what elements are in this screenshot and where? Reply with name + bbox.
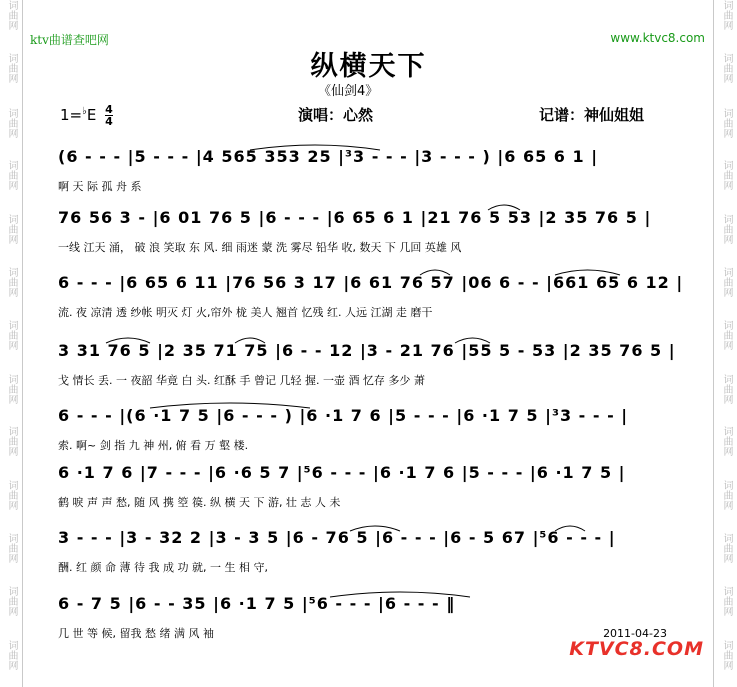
side-watermark-text: 词曲网 (721, 108, 732, 138)
side-watermark-text: 词曲网 (721, 586, 732, 616)
side-watermark-text: 词曲网 (6, 320, 17, 350)
side-watermark-text: 词曲网 (6, 267, 17, 297)
slur-arc (555, 270, 620, 275)
song-subtitle: 《仙剑4》 (318, 84, 379, 99)
slur-arc (330, 592, 470, 597)
side-watermark-text: 词曲网 (721, 640, 732, 670)
notation-line: 6 - - - |6 65 6 11 |76 56 3 17 |6 61 76 57 |06 6 - - |661 65 6 12 | (58, 273, 684, 292)
side-watermark-text: 词曲网 (721, 320, 732, 350)
side-watermark-text: 词曲网 (6, 214, 17, 244)
time-bottom: 4 (105, 115, 113, 128)
side-watermark-text: 词曲网 (721, 374, 732, 404)
side-watermark-text: 词曲网 (6, 426, 17, 456)
slur-arc (420, 270, 450, 275)
site-url-right: www.ktvc8.com (610, 31, 705, 45)
side-watermark-text: 词曲网 (6, 0, 17, 30)
lyrics-line: 一线 江天 涌， 破 浪 笑取 东 风. 细 雨迷 蒙 洗 雾尽 铅华 收, 数天 下 几回 英雄 风 (58, 241, 462, 254)
notation-line: 3 31 76 5 |2 35 71 75 |6 - - 12 |3 - 21 76 |55 5 - 53 |2 35 76 5 | (58, 341, 676, 360)
lyrics-line: 鹤 唳 声 声 愁, 随 风 携 箜 篌. 纵 横 天 下 游, 壮 志 人 未 (58, 496, 341, 509)
notation-line: 3 - - - |3 - 32 2 |3 - 3 5 |6 - 76 5 |6 - - - |6 - 5 67 |⁵6 - - - | (58, 528, 616, 547)
side-watermark-text: 词曲网 (6, 53, 17, 83)
side-watermark-text: 词曲网 (6, 108, 17, 138)
key-note: E (86, 106, 97, 124)
slur-arc (350, 526, 400, 531)
singer-credit: 演唱：心然 (298, 106, 374, 124)
slur-arc (106, 338, 150, 343)
lyrics-line: 几 世 等 候, 留我 愁 绪 满 风 袖 (58, 627, 214, 640)
lyrics-line: 戈 情长 丢. 一 夜韶 华竟 白 头. 红酥 手 曾记 几轻 握. 一壶 酒 忆存 多少 萧 (58, 374, 425, 387)
flat-sign: ♭ (82, 106, 87, 117)
time-top: 4 (105, 103, 113, 116)
side-watermark-text: 词曲网 (721, 426, 732, 456)
slur-arc (488, 205, 520, 210)
notation-line: 76 56 3 - |6 01 76 5 |6 - - - |6 65 6 1 |21 76 5 53 |2 35 76 5 | (58, 208, 652, 227)
side-watermark-text: 词曲网 (721, 267, 732, 297)
side-watermark-text: 词曲网 (6, 533, 17, 563)
notation-line: 6 - 7 5 |6 - - 35 |6 ·1 7 5 |⁵6 - - - |6 - - - ‖ (58, 594, 456, 613)
notation-line: 6 ·1 7 6 |7 - - - |6 ·6 5 7 |⁵6 - - - |6 ·1 7 6 |5 - - - |6 ·1 7 5 | (58, 463, 626, 482)
lyrics-line: 索. 啊~ 剑 指 九 神 州, 俯 看 万 壑 楼. (58, 439, 249, 452)
lyrics-line: 啊 天 际 孤 舟 系 (58, 180, 142, 193)
lyrics-line: 流. 夜 凉清 透 纱帐 明灭 灯 火,帘外 栊 美人 翘首 忆残 红. 人远 江湖 走 磨干 (58, 306, 433, 319)
notation-line: 6 - - - |(6 ·1 7 5 |6 - - - ) |6 ·1 7 6 |5 - - - |6 ·1 7 5 |³3 - - - | (58, 406, 629, 425)
slur-arc (455, 338, 490, 343)
date-stamp: 2011-04-23 (603, 627, 667, 640)
side-watermark-text: 词曲网 (6, 586, 17, 616)
brand-logo: KTVC8.COM (569, 638, 704, 660)
lyrics-line: 酬. 红 颜 命 薄 待 我 成 功 就, 一 生 相 守, (58, 561, 268, 574)
side-watermark-text: 词曲网 (6, 374, 17, 404)
side-watermark-text: 词曲网 (721, 533, 732, 563)
notation-line: (6 - - - |5 - - - |4 565 353 25 |³3 - - - |3 - - - ) |6 65 6 1 | (58, 147, 599, 166)
key-prefix: 1= (60, 106, 83, 124)
song-title: 纵横天下 (310, 51, 427, 82)
slur-arc (250, 145, 380, 150)
slur-arc (235, 338, 265, 343)
side-watermark-text: 词曲网 (6, 160, 17, 190)
side-watermark-text: 词曲网 (721, 480, 732, 510)
side-watermark-text: 词曲网 (6, 640, 17, 670)
slur-arc (555, 526, 585, 531)
site-name-left: ktv曲谱查吧网 (30, 33, 109, 47)
side-watermark-text: 词曲网 (721, 0, 732, 30)
side-watermark-text: 词曲网 (721, 160, 732, 190)
slur-arc (150, 403, 310, 408)
side-watermark-text: 词曲网 (6, 480, 17, 510)
transcriber-credit: 记谱：神仙姐姐 (539, 106, 645, 124)
side-watermark-text: 词曲网 (721, 53, 732, 83)
side-watermark-text: 词曲网 (721, 214, 732, 244)
